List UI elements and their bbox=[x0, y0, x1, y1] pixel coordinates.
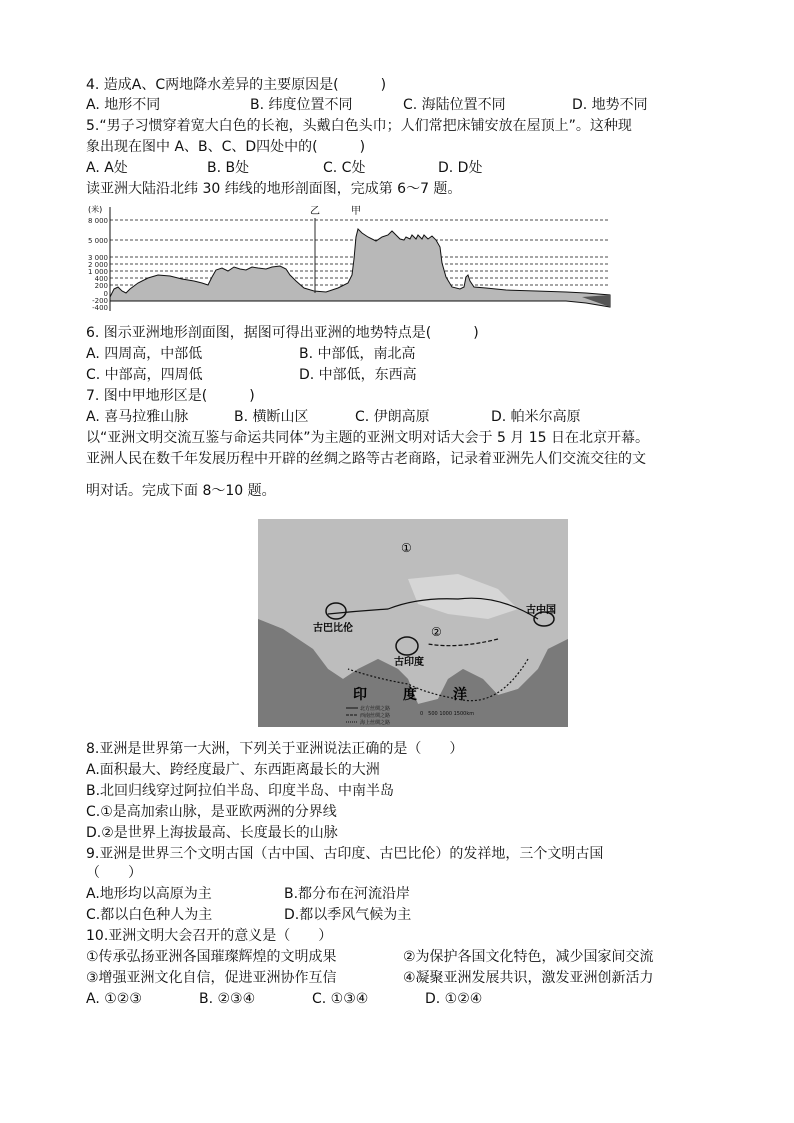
terrain-profile-figure bbox=[86, 203, 612, 315]
q7-option-a: A. 喜马拉雅山脉 bbox=[86, 409, 189, 425]
q10-item-4: ④凝聚亚洲发展共识，激发亚洲创新活力 bbox=[403, 970, 654, 986]
q6-option-a: A. 四周高，中部低 bbox=[86, 346, 203, 362]
q7-option-b: B. 横断山区 bbox=[234, 409, 309, 425]
intro-8-10-line1: 以“亚洲文明交流互鉴与命运共同体”为主题的亚洲文明对话大会于 5 月 15 日在北京开幕。 bbox=[86, 430, 650, 446]
q10-stem: 10.亚洲文明大会召开的意义是（ ） bbox=[86, 928, 333, 944]
q9-stem: 9.亚洲是世界三个文明古国（古中国、古印度、古巴比伦）的发祥地，三个文明古国 bbox=[86, 846, 604, 862]
map-label-gu-yindu: 古印度 bbox=[394, 657, 424, 668]
q9-option-a: A.地形均以高原为主 bbox=[86, 886, 212, 902]
q10-item-3: ③增强亚洲文化自信，促进亚洲协作互信 bbox=[86, 970, 337, 986]
profile-tick-8000: 8 000 bbox=[87, 217, 108, 225]
q9-option-b: B.都分布在河流沿岸 bbox=[284, 886, 411, 902]
q10-option-c: C. ①③④ bbox=[312, 991, 369, 1007]
q5-option-d: D. D处 bbox=[438, 160, 483, 176]
legend-southwest: 西南丝绸之路 bbox=[360, 713, 391, 719]
map-label-gu-babilun: 古巴比伦 bbox=[313, 623, 353, 634]
q8-option-a: A.面积最大、跨经度最广、东西距离最长的大洲 bbox=[86, 762, 380, 778]
profile-tick-0: 0 bbox=[103, 290, 108, 298]
profile-tick-3000: 3 000 bbox=[87, 254, 108, 262]
q5-option-c: C. C处 bbox=[323, 160, 366, 176]
intro-6-7: 读亚洲大陆沿北纬 30 纬线的地形剖面图，完成第 6～7 题。 bbox=[86, 181, 462, 197]
q7-option-c: C. 伊朗高原 bbox=[355, 409, 430, 425]
q5-option-a: A. A处 bbox=[86, 160, 128, 176]
q4-option-b: B. 纬度位置不同 bbox=[250, 97, 353, 113]
map-label-ocean-3: 洋 bbox=[453, 687, 467, 703]
profile-unit: (米) bbox=[88, 205, 103, 214]
q4-option-d: D. 地势不同 bbox=[572, 97, 648, 113]
silk-road-map bbox=[258, 519, 568, 727]
legend-maritime: 海上丝绸之路 bbox=[360, 720, 391, 726]
label-yi: 乙 bbox=[310, 206, 320, 217]
profile-tick-5000: 5 000 bbox=[87, 237, 108, 245]
profile-tick-400: 400 bbox=[94, 275, 108, 283]
profile-tick-1000: 1 000 bbox=[87, 268, 108, 276]
map-label-ocean-1: 印 bbox=[353, 687, 367, 703]
profile-tick-minus200: -200 bbox=[92, 297, 108, 305]
q10-option-d: D. ①②④ bbox=[425, 991, 483, 1007]
q5-stem-line1: 5.“男子习惯穿着宽大白色的长袍，头戴白色头巾；人们常把床铺安放在屋顶上”。这种现 bbox=[86, 118, 632, 134]
q10-item-1: ①传承弘扬亚洲各国璀璨辉煌的文明成果 bbox=[86, 949, 337, 965]
q8-option-c: C.①是高加索山脉，是亚欧两洲的分界线 bbox=[86, 804, 337, 820]
q4-option-c: C. 海陆位置不同 bbox=[403, 97, 506, 113]
q6-option-c: C. 中部高，四周低 bbox=[86, 367, 203, 383]
q10-option-b: B. ②③④ bbox=[199, 991, 256, 1007]
legend-north: 北方丝绸之路 bbox=[360, 706, 391, 712]
q6-option-d: D. 中部低，东西高 bbox=[299, 367, 417, 383]
q8-option-b: B.北回归线穿过阿拉伯半岛、印度半岛、中南半岛 bbox=[86, 783, 395, 799]
q10-item-2: ②为保护各国文化特色，减少国家间交流 bbox=[403, 949, 654, 965]
intro-8-10-line2: 亚洲人民在数千年发展历程中开辟的丝绸之路等古老商路，记录着亚洲先人们交流交往的文 bbox=[86, 451, 646, 467]
map-label-ocean-2: 度 bbox=[403, 687, 417, 703]
label-jia: 甲 bbox=[351, 206, 361, 217]
intro-8-10-line3: 明对话。完成下面 8～10 题。 bbox=[86, 483, 276, 499]
profile-tick-minus400: -400 bbox=[92, 304, 108, 312]
map-label-gu-zhongguo: 古中国 bbox=[526, 605, 556, 616]
profile-tick-200: 200 bbox=[94, 282, 108, 290]
terrain-profile-area bbox=[110, 229, 610, 307]
map-scale: 0 500 1000 1500km bbox=[420, 711, 475, 717]
q6-stem: 6. 图示亚洲地形剖面图，据图可得出亚洲的地势特点是( ) bbox=[86, 325, 479, 341]
q8-option-d: D.②是世界上海拔最高、长度最长的山脉 bbox=[86, 825, 338, 841]
profile-tick-2000: 2 000 bbox=[87, 261, 108, 269]
q9-paren: （ ） bbox=[86, 865, 142, 881]
q5-option-b: B. B处 bbox=[207, 160, 250, 176]
q8-stem: 8.亚洲是世界第一大洲，下列关于亚洲说法正确的是（ ） bbox=[86, 741, 464, 757]
q7-option-d: D. 帕米尔高原 bbox=[491, 409, 581, 425]
map-label-circle-1: ① bbox=[401, 541, 412, 555]
q9-option-d: D.都以季风气候为主 bbox=[284, 907, 412, 923]
q10-option-a: A. ①②③ bbox=[86, 991, 142, 1007]
q5-stem-line2: 象出现在图中 A、B、C、D四处中的( ) bbox=[86, 139, 366, 155]
q4-stem: 4. 造成A、C两地降水差异的主要原因是( ) bbox=[86, 77, 387, 93]
q6-option-b: B. 中部低，南北高 bbox=[299, 346, 416, 362]
q4-option-a: A. 地形不同 bbox=[86, 97, 161, 113]
q9-option-c: C.都以白色种人为主 bbox=[86, 907, 213, 923]
map-label-circle-2: ② bbox=[431, 625, 442, 639]
q7-stem: 7. 图中甲地形区是( ) bbox=[86, 388, 255, 404]
